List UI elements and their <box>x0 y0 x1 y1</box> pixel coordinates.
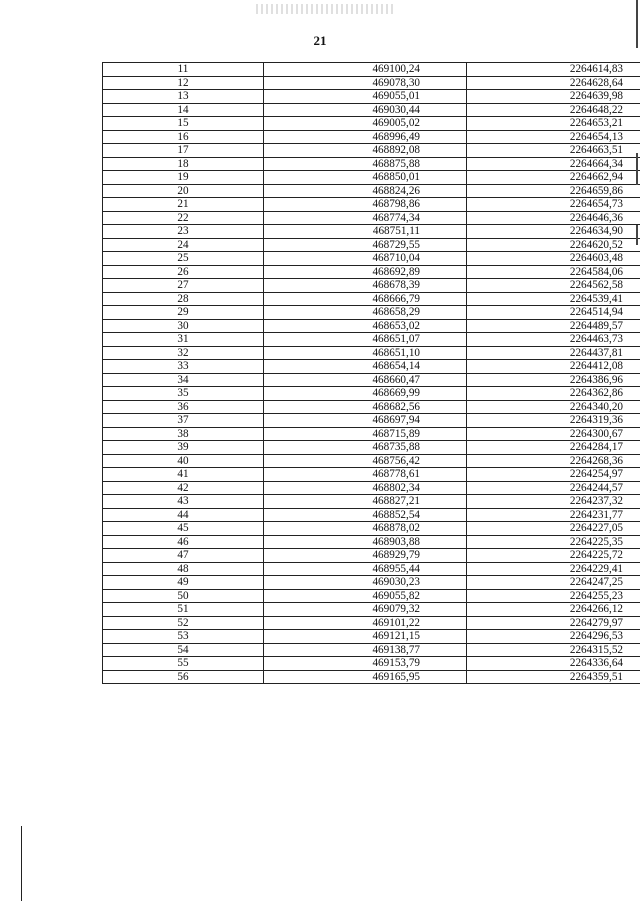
point-number-cell: 49 <box>103 576 264 590</box>
x-coordinate-cell: 468682,56 <box>264 400 467 414</box>
y-coordinate-cell: 2264254,97 <box>467 468 640 482</box>
x-coordinate-cell: 468729,55 <box>264 238 467 252</box>
y-coordinate-cell: 2264659,86 <box>467 184 640 198</box>
x-coordinate-cell: 468996,49 <box>264 130 467 144</box>
point-number-cell: 30 <box>103 319 264 333</box>
table-row <box>103 306 640 320</box>
x-coordinate-cell: 468955,44 <box>264 562 467 576</box>
point-number-cell: 24 <box>103 238 264 252</box>
x-coordinate-cell: 468774,34 <box>264 211 467 225</box>
y-coordinate-cell: 2264663,51 <box>467 144 640 158</box>
table-row <box>103 117 640 131</box>
y-coordinate-cell: 2264225,35 <box>467 535 640 549</box>
x-coordinate-cell: 469121,15 <box>264 630 467 644</box>
coordinates-table-body <box>103 63 640 684</box>
table-row <box>103 508 640 522</box>
table-row <box>103 252 640 266</box>
table-row <box>103 535 640 549</box>
y-coordinate-cell: 2264227,05 <box>467 522 640 536</box>
x-coordinate-cell: 468892,08 <box>264 144 467 158</box>
x-coordinate-cell: 468710,04 <box>264 252 467 266</box>
point-number-cell: 23 <box>103 225 264 239</box>
x-coordinate-cell: 468929,79 <box>264 549 467 563</box>
point-number-cell: 17 <box>103 144 264 158</box>
scan-artifact <box>256 4 396 14</box>
point-number-cell: 53 <box>103 630 264 644</box>
point-number-cell: 54 <box>103 643 264 657</box>
x-coordinate-cell: 468852,54 <box>264 508 467 522</box>
point-number-cell: 46 <box>103 535 264 549</box>
table-row <box>103 373 640 387</box>
y-coordinate-cell: 2264489,57 <box>467 319 640 333</box>
y-coordinate-cell: 2264300,67 <box>467 427 640 441</box>
table-row <box>103 670 640 684</box>
x-coordinate-cell: 469030,23 <box>264 576 467 590</box>
point-number-cell: 45 <box>103 522 264 536</box>
y-coordinate-cell: 2264648,22 <box>467 103 640 117</box>
point-number-cell: 27 <box>103 279 264 293</box>
x-coordinate-cell: 469055,82 <box>264 589 467 603</box>
table-row <box>103 360 640 374</box>
point-number-cell: 16 <box>103 130 264 144</box>
y-coordinate-cell: 2264319,36 <box>467 414 640 428</box>
y-coordinate-cell: 2264412,08 <box>467 360 640 374</box>
y-coordinate-cell: 2264662,94 <box>467 171 640 185</box>
y-coordinate-cell: 2264247,25 <box>467 576 640 590</box>
x-coordinate-cell: 468903,88 <box>264 535 467 549</box>
table-row <box>103 630 640 644</box>
point-number-cell: 22 <box>103 211 264 225</box>
point-number-cell: 32 <box>103 346 264 360</box>
y-coordinate-cell: 2264255,23 <box>467 589 640 603</box>
point-number-cell: 50 <box>103 589 264 603</box>
table-row <box>103 346 640 360</box>
x-coordinate-cell: 468751,11 <box>264 225 467 239</box>
x-coordinate-cell: 469100,24 <box>264 63 467 77</box>
table-row <box>103 265 640 279</box>
point-number-cell: 34 <box>103 373 264 387</box>
table-row <box>103 144 640 158</box>
point-number-cell: 18 <box>103 157 264 171</box>
table-row <box>103 76 640 90</box>
point-number-cell: 13 <box>103 90 264 104</box>
y-coordinate-cell: 2264603,48 <box>467 252 640 266</box>
table-row <box>103 279 640 293</box>
table-row <box>103 198 640 212</box>
table-row <box>103 427 640 441</box>
x-coordinate-cell: 468715,89 <box>264 427 467 441</box>
point-number-cell: 55 <box>103 657 264 671</box>
table-row <box>103 333 640 347</box>
table-row <box>103 576 640 590</box>
x-coordinate-cell: 469078,30 <box>264 76 467 90</box>
x-coordinate-cell: 468798,86 <box>264 198 467 212</box>
point-number-cell: 47 <box>103 549 264 563</box>
table-row <box>103 238 640 252</box>
point-number-cell: 42 <box>103 481 264 495</box>
x-coordinate-cell: 468735,88 <box>264 441 467 455</box>
y-coordinate-cell: 2264639,98 <box>467 90 640 104</box>
x-coordinate-cell: 469101,22 <box>264 616 467 630</box>
x-coordinate-cell: 468669,99 <box>264 387 467 401</box>
x-coordinate-cell: 468692,89 <box>264 265 467 279</box>
point-number-cell: 31 <box>103 333 264 347</box>
point-number-cell: 41 <box>103 468 264 482</box>
edge-mark-lower <box>636 225 638 245</box>
x-coordinate-cell: 468678,39 <box>264 279 467 293</box>
table-row <box>103 211 640 225</box>
y-coordinate-cell: 2264437,81 <box>467 346 640 360</box>
y-coordinate-cell: 2264386,96 <box>467 373 640 387</box>
y-coordinate-cell: 2264562,58 <box>467 279 640 293</box>
y-coordinate-cell: 2264229,41 <box>467 562 640 576</box>
table-row <box>103 657 640 671</box>
point-number-cell: 39 <box>103 441 264 455</box>
x-coordinate-cell: 468778,61 <box>264 468 467 482</box>
point-number-cell: 52 <box>103 616 264 630</box>
table-row <box>103 481 640 495</box>
table-row <box>103 495 640 509</box>
x-coordinate-cell: 468802,34 <box>264 481 467 495</box>
y-coordinate-cell: 2264653,21 <box>467 117 640 131</box>
point-number-cell: 21 <box>103 198 264 212</box>
point-number-cell: 37 <box>103 414 264 428</box>
table-row <box>103 616 640 630</box>
point-number-cell: 26 <box>103 265 264 279</box>
point-number-cell: 15 <box>103 117 264 131</box>
y-coordinate-cell: 2264664,34 <box>467 157 640 171</box>
y-coordinate-cell: 2264237,32 <box>467 495 640 509</box>
y-coordinate-cell: 2264284,17 <box>467 441 640 455</box>
y-coordinate-cell: 2264340,20 <box>467 400 640 414</box>
table-row <box>103 454 640 468</box>
point-number-cell: 33 <box>103 360 264 374</box>
x-coordinate-cell: 468827,21 <box>264 495 467 509</box>
y-coordinate-cell: 2264266,12 <box>467 603 640 617</box>
y-coordinate-cell: 2264539,41 <box>467 292 640 306</box>
y-coordinate-cell: 2264634,90 <box>467 225 640 239</box>
x-coordinate-cell: 468697,94 <box>264 414 467 428</box>
table-row <box>103 103 640 117</box>
table-row <box>103 387 640 401</box>
table-row <box>103 63 640 77</box>
y-coordinate-cell: 2264614,83 <box>467 63 640 77</box>
y-coordinate-cell: 2264244,57 <box>467 481 640 495</box>
table-row <box>103 130 640 144</box>
table-row <box>103 589 640 603</box>
point-number-cell: 14 <box>103 103 264 117</box>
table-row <box>103 319 640 333</box>
point-number-cell: 35 <box>103 387 264 401</box>
x-coordinate-cell: 469138,77 <box>264 643 467 657</box>
x-coordinate-cell: 468875,88 <box>264 157 467 171</box>
x-coordinate-cell: 469030,44 <box>264 103 467 117</box>
y-coordinate-cell: 2264315,52 <box>467 643 640 657</box>
y-coordinate-cell: 2264463,73 <box>467 333 640 347</box>
x-coordinate-cell: 468658,29 <box>264 306 467 320</box>
x-coordinate-cell: 468654,14 <box>264 360 467 374</box>
point-number-cell: 12 <box>103 76 264 90</box>
table-row <box>103 414 640 428</box>
x-coordinate-cell: 468878,02 <box>264 522 467 536</box>
table-row <box>103 292 640 306</box>
y-coordinate-cell: 2264268,36 <box>467 454 640 468</box>
table-row <box>103 171 640 185</box>
table-row <box>103 643 640 657</box>
point-number-cell: 25 <box>103 252 264 266</box>
point-number-cell: 20 <box>103 184 264 198</box>
table-row <box>103 441 640 455</box>
x-coordinate-cell: 468653,02 <box>264 319 467 333</box>
table-row <box>103 468 640 482</box>
point-number-cell: 11 <box>103 63 264 77</box>
y-coordinate-cell: 2264336,64 <box>467 657 640 671</box>
table-row <box>103 225 640 239</box>
coordinates-table <box>102 62 640 684</box>
table-row <box>103 157 640 171</box>
x-coordinate-cell: 468756,42 <box>264 454 467 468</box>
table-row <box>103 90 640 104</box>
y-coordinate-cell: 2264584,06 <box>467 265 640 279</box>
table-row <box>103 562 640 576</box>
point-number-cell: 44 <box>103 508 264 522</box>
y-coordinate-cell: 2264362,86 <box>467 387 640 401</box>
point-number-cell: 36 <box>103 400 264 414</box>
y-coordinate-cell: 2264620,52 <box>467 238 640 252</box>
table-row <box>103 549 640 563</box>
x-coordinate-cell: 469165,95 <box>264 670 467 684</box>
table-row <box>103 522 640 536</box>
x-coordinate-cell: 468651,07 <box>264 333 467 347</box>
table-row <box>103 400 640 414</box>
x-coordinate-cell: 468660,47 <box>264 373 467 387</box>
x-coordinate-cell: 469153,79 <box>264 657 467 671</box>
point-number-cell: 56 <box>103 670 264 684</box>
y-coordinate-cell: 2264296,53 <box>467 630 640 644</box>
y-coordinate-cell: 2264231,77 <box>467 508 640 522</box>
y-coordinate-cell: 2264646,36 <box>467 211 640 225</box>
point-number-cell: 48 <box>103 562 264 576</box>
point-number-cell: 40 <box>103 454 264 468</box>
y-coordinate-cell: 2264654,73 <box>467 198 640 212</box>
y-coordinate-cell: 2264514,94 <box>467 306 640 320</box>
table-row <box>103 603 640 617</box>
x-coordinate-cell: 469055,01 <box>264 90 467 104</box>
table-row <box>103 184 640 198</box>
x-coordinate-cell: 469005,02 <box>264 117 467 131</box>
y-coordinate-cell: 2264359,51 <box>467 670 640 684</box>
x-coordinate-cell: 469079,32 <box>264 603 467 617</box>
y-coordinate-cell: 2264279,97 <box>467 616 640 630</box>
point-number-cell: 28 <box>103 292 264 306</box>
edge-mark-top <box>636 0 638 48</box>
x-coordinate-cell: 468651,10 <box>264 346 467 360</box>
point-number-cell: 38 <box>103 427 264 441</box>
x-coordinate-cell: 468824,26 <box>264 184 467 198</box>
y-coordinate-cell: 2264628,64 <box>467 76 640 90</box>
y-coordinate-cell: 2264225,72 <box>467 549 640 563</box>
x-coordinate-cell: 468850,01 <box>264 171 467 185</box>
point-number-cell: 43 <box>103 495 264 509</box>
point-number-cell: 29 <box>103 306 264 320</box>
page-number: 21 <box>313 33 327 48</box>
point-number-cell: 51 <box>103 603 264 617</box>
margin-line <box>21 826 22 901</box>
x-coordinate-cell: 468666,79 <box>264 292 467 306</box>
edge-mark-middle <box>636 153 638 185</box>
y-coordinate-cell: 2264654,13 <box>467 130 640 144</box>
point-number-cell: 19 <box>103 171 264 185</box>
